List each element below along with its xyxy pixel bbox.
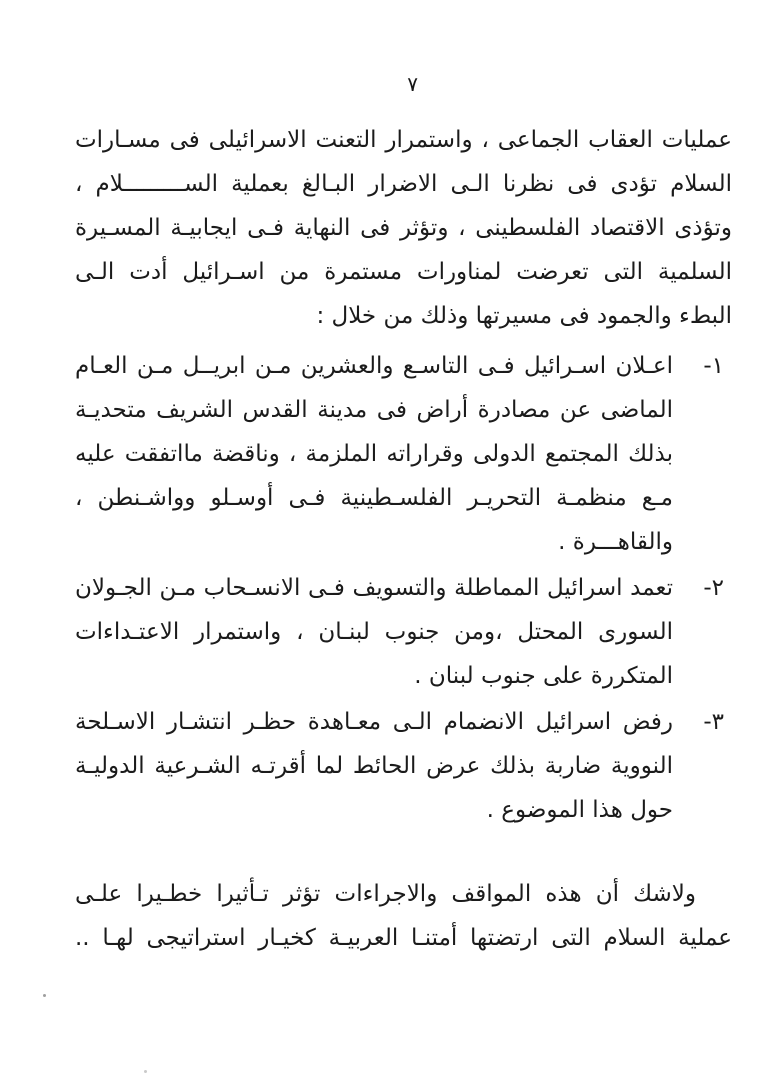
closing-paragraph <box>75 872 732 960</box>
text-line: عمليات العقاب الجماعى ، واستمرار التعنت الاسرائيلى فى مسـارات <box>75 127 732 153</box>
text-line: السورى المحتل ،ومن جنوب لبنـان ، واستمرار الاعتـداءات <box>75 619 673 645</box>
text-line: اعـلان اسـرائيل فـى التاسـع والعشرين مـن ابريــل مـن العـام <box>75 353 673 379</box>
opening-paragraph <box>75 118 732 338</box>
list-item-number: ٣- <box>703 709 724 735</box>
text-line: وتؤذى الاقتصاد الفلسطينى ، وتؤثر فى النهاية فـى ايجابيـة المسـيرة <box>75 215 732 241</box>
text-line: ولاشك أن هذه المواقف والاجراءات تؤثر تـأثيرا خطـيرا علـى <box>75 881 696 907</box>
scan-speck <box>144 1070 147 1073</box>
list-item-2 <box>75 566 732 698</box>
text-line: الماضى عن مصادرة أراض فى مدينة القدس الشريف متحديـة <box>75 397 673 423</box>
text-line: حول هذا الموضوع . <box>486 797 673 823</box>
scan-speck <box>43 994 46 997</box>
list-item-3 <box>75 700 732 832</box>
list-item-number: ٢- <box>703 575 724 601</box>
list-item-number: ١- <box>703 353 724 379</box>
text-line: والقاهـــرة . <box>558 529 673 555</box>
text-line: تعمد اسرائيل المماطلة والتسويف فـى الانسـحاب مـن الجـولان <box>75 575 673 601</box>
text-line: السلمية التى تعرضت لمناورات مستمرة من اسـرائيل أدت الـى <box>75 259 732 285</box>
text-line: السلام تؤدى فى نظرنا الـى الاضرار البـالغ بعملية الســـــــــلام ، <box>75 171 732 197</box>
text-line: المتكررة على جنوب لبنان . <box>414 663 673 689</box>
text-line: رفض اسرائيل الانضمام الـى معـاهدة حظـر انتشـار الاسـلحة <box>75 709 673 735</box>
page-number: ٧ <box>407 72 418 96</box>
list-item-1 <box>75 344 732 564</box>
text-line: البطء والجمود فى مسيرتها وذلك من خلال : <box>316 303 732 329</box>
text-line: بذلك المجتمع الدولى وقراراته الملزمة ، وناقضة مااتفقت عليه <box>75 441 673 467</box>
text-line: النووية ضاربة بذلك عرض الحائط لما أقرتـه الشـرعية الدوليـة <box>75 753 673 779</box>
text-line: عملية السلام التى ارتضتها أمتنـا العربيـة كخيـار استراتيجى لهـا .. <box>75 925 732 951</box>
text-line: مـع منظمـة التحريـر الفلسـطينية فـى أوسـلو وواشـنطن ، <box>75 485 673 511</box>
body-text <box>75 118 732 960</box>
